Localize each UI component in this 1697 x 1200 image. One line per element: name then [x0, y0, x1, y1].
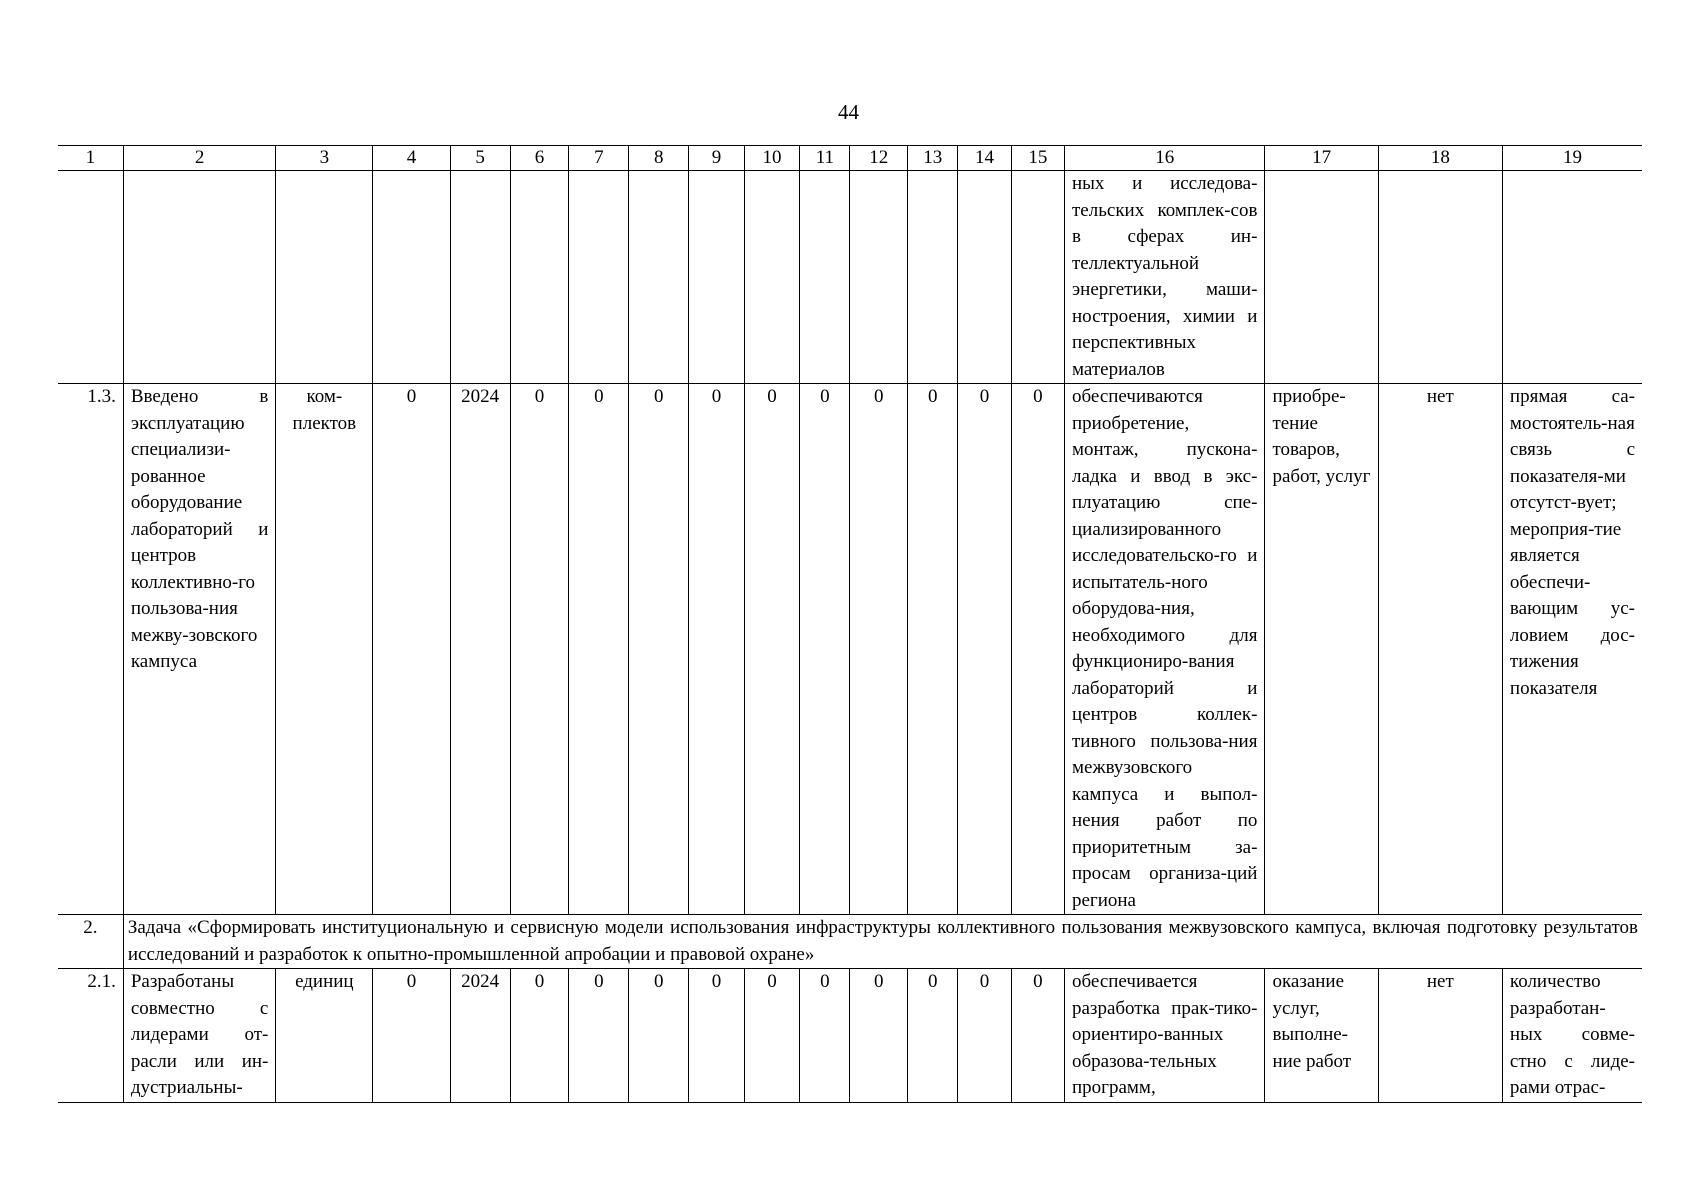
header-cell: 3 — [276, 146, 373, 171]
base-value: 0 — [373, 384, 450, 915]
description-cell: обеспечиваются приобретение, монтаж, пускона-ладка и ввод в экс-плуатацию спе-циализированного исследовательско-го и испытатель-ного оборудова-ния, необходимого для функциониро-вания лабораторий и центров коллек-тивного пользова-ния межвузовского кампуса и выпол-нения работ по приоритетным за-просам организа-ций региона — [1065, 384, 1265, 915]
header-cell: 8 — [629, 146, 689, 171]
value-cell: 0 — [510, 384, 569, 915]
header-cell: 10 — [744, 146, 800, 171]
header-cell: 7 — [569, 146, 629, 171]
value-cell: 0 — [569, 969, 629, 1103]
value-cell: 0 — [744, 384, 800, 915]
header-cell: 11 — [800, 146, 850, 171]
task-text: Задача «Сформировать институциональную и сервисную модели использования инфраструктуры коллективного пользования межвузовского кампуса, включая подготовку результатов исследований и разработок к опытно-промышленной апробации и правовой охране» — [123, 915, 1642, 969]
value-cell: 0 — [850, 969, 908, 1103]
column-numbers-row — [58, 146, 1642, 171]
row-number: 1.3. — [58, 384, 123, 915]
header-cell: 15 — [1011, 146, 1064, 171]
header-cell: 19 — [1502, 146, 1642, 171]
col19-cell: количество разработан-ных совме-стно с лиде-рами отрас- — [1502, 969, 1642, 1103]
col19-cell: прямая са-мостоятель-ная связь с показателя-ми отсутст-вует; мероприя-тие является обеспечи-вающим ус-ловием дос-тижения показателя — [1502, 384, 1642, 915]
value-cell: 0 — [689, 384, 745, 915]
type-cell: приобре-тение товаров, работ, услуг — [1265, 384, 1378, 915]
description-cell: обеспечивается разработка прак-тико-ориентиро-ванных образова-тельных программ, — [1065, 969, 1265, 1103]
description-cell: ных и исследова-тельских комплек-сов в сферах ин-теллектуальной энергетики, маши-ностроения, химии и перспективных материалов — [1065, 171, 1265, 384]
value-cell: 0 — [1011, 384, 1064, 915]
value-cell: 0 — [908, 969, 958, 1103]
header-cell: 5 — [450, 146, 510, 171]
header-cell: 16 — [1065, 146, 1265, 171]
value-cell: 0 — [850, 384, 908, 915]
value-cell: 0 — [800, 384, 850, 915]
value-cell: 0 — [800, 969, 850, 1103]
value-cell: 0 — [569, 384, 629, 915]
value-cell: 0 — [744, 969, 800, 1103]
header-cell: 4 — [373, 146, 450, 171]
base-value: 0 — [373, 969, 450, 1103]
base-year: 2024 — [450, 384, 510, 915]
row-number: 2.1. — [58, 969, 123, 1103]
task-number: 2. — [58, 915, 123, 969]
task-row-2 — [58, 915, 1642, 969]
header-cell: 13 — [908, 146, 958, 171]
continuation-row — [58, 171, 1642, 384]
indicator-name: Разработаны совместно с лидерами от-расли или ин-дустриальны- — [123, 969, 276, 1103]
value-cell: 0 — [958, 384, 1011, 915]
header-cell: 17 — [1265, 146, 1378, 171]
table-row-1-3 — [58, 384, 1642, 915]
table-row-2-1 — [58, 969, 1642, 1103]
col18-cell: нет — [1378, 384, 1502, 915]
col18-cell: нет — [1378, 969, 1502, 1103]
header-cell: 2 — [123, 146, 276, 171]
header-cell: 9 — [689, 146, 745, 171]
measures-table — [58, 145, 1642, 1103]
header-cell: 1 — [58, 146, 123, 171]
value-cell: 0 — [629, 384, 689, 915]
header-cell: 18 — [1378, 146, 1502, 171]
page-number: 44 — [838, 100, 859, 124]
indicator-name: Введено в эксплуатацию специализи-рованное оборудование лабораторий и центров коллективно-го пользова-ния межву-зовского кампуса — [123, 384, 276, 915]
type-cell: оказание услуг, выполне-ние работ — [1265, 969, 1378, 1103]
value-cell: 0 — [629, 969, 689, 1103]
header-cell: 12 — [850, 146, 908, 171]
value-cell: 0 — [510, 969, 569, 1103]
header-cell: 6 — [510, 146, 569, 171]
value-cell: 0 — [1011, 969, 1064, 1103]
base-year: 2024 — [450, 969, 510, 1103]
unit-cell: ком-плектов — [276, 384, 373, 915]
unit-cell: единиц — [276, 969, 373, 1103]
value-cell: 0 — [689, 969, 745, 1103]
header-cell: 14 — [958, 146, 1011, 171]
value-cell: 0 — [958, 969, 1011, 1103]
value-cell: 0 — [908, 384, 958, 915]
